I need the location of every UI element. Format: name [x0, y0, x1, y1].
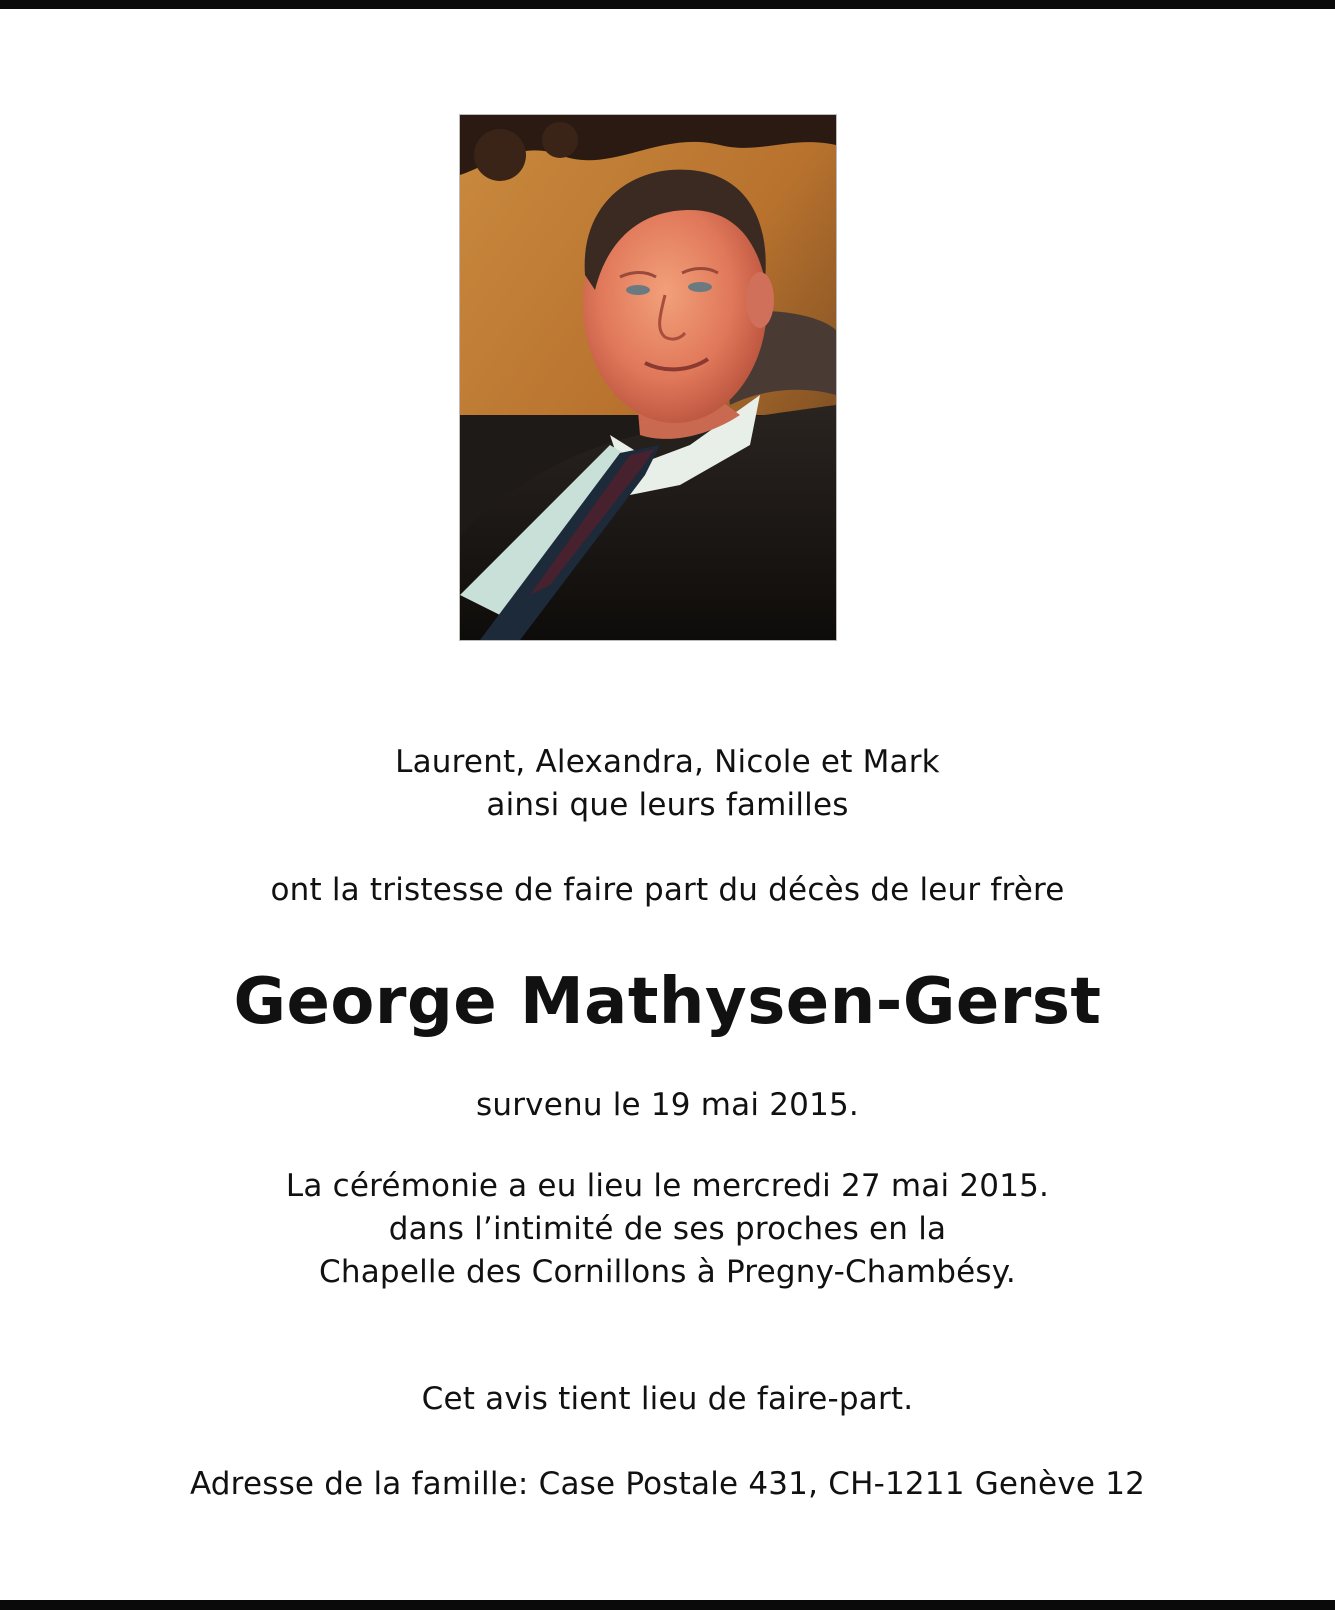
top-rule: [0, 0, 1335, 9]
deceased-name: [0, 963, 1335, 1041]
family-members: [0, 741, 1335, 827]
portrait-illustration: [460, 115, 836, 640]
death-date: [0, 1084, 1335, 1127]
announcement-intro: [0, 869, 1335, 912]
notice-statement: [0, 1378, 1335, 1421]
portrait-photo: [459, 114, 837, 641]
family-address: [0, 1463, 1335, 1506]
family-line-1: Laurent, Alexandra, Nicole et Mark: [395, 744, 940, 780]
family-line-2: ainsi que leurs familles: [486, 787, 849, 823]
intro-line: ont la tristesse de faire part du décès de leur frère: [270, 872, 1065, 908]
ceremony-line-3: Chapelle des Cornillons à Pregny-Chambésy.: [319, 1254, 1016, 1290]
name-line: George Mathysen-Gerst: [233, 965, 1102, 1039]
ceremony-line-1: La cérémonie a eu lieu le mercredi 27 mai 2015.: [285, 1168, 1050, 1204]
bottom-rule: [0, 1600, 1335, 1610]
address-line: Adresse de la famille: Case Postale 431, CH-1211 Genève 12: [189, 1466, 1146, 1502]
death-date-line: survenu le 19 mai 2015.: [476, 1087, 859, 1123]
ceremony-details: [0, 1165, 1335, 1294]
notice-line: Cet avis tient lieu de faire-part.: [421, 1381, 914, 1417]
ceremony-line-2: dans l’intimité de ses proches en la: [388, 1211, 947, 1247]
